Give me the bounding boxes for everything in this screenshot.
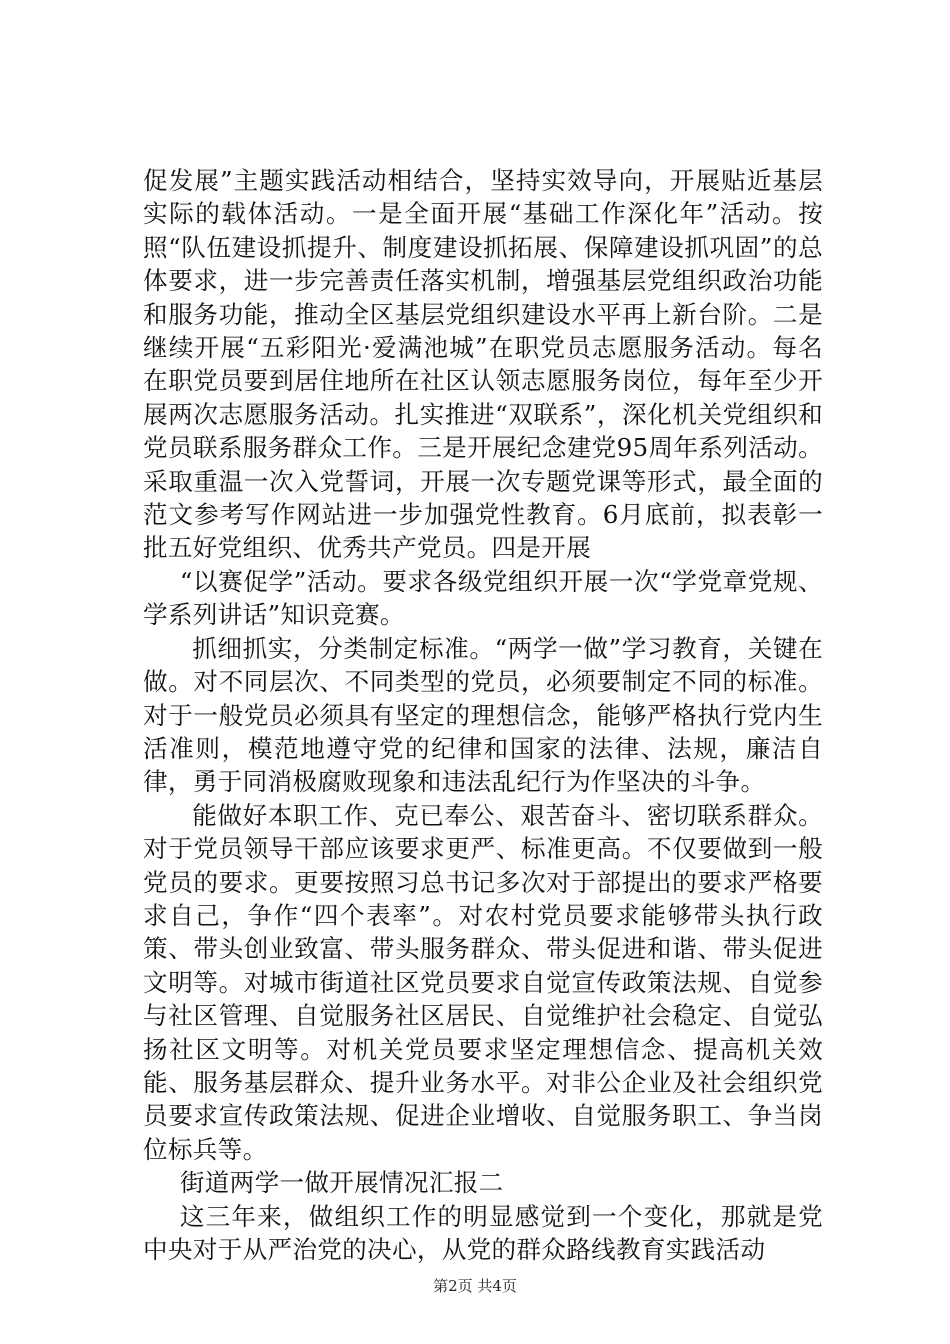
- body-text: [143, 164, 823, 1266]
- paragraph-1: 促发展”主题实践活动相结合，坚持实效导向，开展贴近基层实际的载体活动。一是全面开展“基础工作深化年”活动。按照“队伍建设抓提升、制度建设抓拓展、保障建设抓巩固”的总体要求，进一步完善责任落实机制，增强基层党组织政治功能和服务功能，推动全区基层党组织建设水平再上新台阶。二是继续开展“五彩阳光·爱满池城”在职党员志愿服务活动。每名在职党员要到居住地所在社区认领志愿服务岗位，每年至少开展两次志愿服务活动。扎实推进“双联系”，深化机关党组织和党员联系服务群众工作。三是开展纪念建党95周年系列活动。采取重温一次入党誓词，开展一次专题党课等形式，最全面的范文参考写作网站进一步加强党性教育。6月底前，拟表彰一批五好党组织、优秀共产党员。四是开展: [143, 166, 823, 563]
- paragraph-4: 能做好本职工作、克已奉公、艰苦奋斗、密切联系群众。对于党员领导干部应该要求更严、标准更高。不仅要做到一般党员的要求。更要按照习总书记多次对于部提出的要求严格要求自己，争作“四个表率”。对农村党员要求能够带头执行政策、带头创业致富、带头服务群众、带头促进和谐、带头促进文明等。对城市街道社区党员要求自觉宣传政策法规、自觉参与社区管理、自觉服务社区居民、自觉维护社会稳定、自觉弘扬社区文明等。对机关党员要求坚定理想信念、提高机关效能、服务基层群众、提升业务水平。对非公企业及社会组织党员要求宣传政策法规、促进企业增收、自觉服务职工、争当岗位标兵等。: [143, 800, 823, 1164]
- paragraph-5: 这三年来，做组织工作的明显感觉到一个变化，那就是党中央对于从严治党的决心，从党的群众路线教育实践活动: [143, 1201, 823, 1264]
- page-footer: 第2页 共4页: [433, 1277, 517, 1295]
- section-heading: 街道两学一做开展情况汇报二: [179, 1168, 504, 1198]
- paragraph-3: 抓细抓实，分类制定标准。“两学一做”学习教育，关键在做。对不同层次、不同类型的党员，必须要制定不同的标准。对于一般党员必须具有坚定的理想信念，能够严格执行党内生活准则，模范地遵守党的纪律和国家的法律、法规，廉洁自律，勇于同消极腐败现象和违法乱纪行为作坚决的斗争。: [143, 633, 823, 797]
- paragraph-2: “以赛促学”活动。要求各级党组织开展一次“学党章党规、学系列讲话”知识竞赛。: [143, 566, 823, 630]
